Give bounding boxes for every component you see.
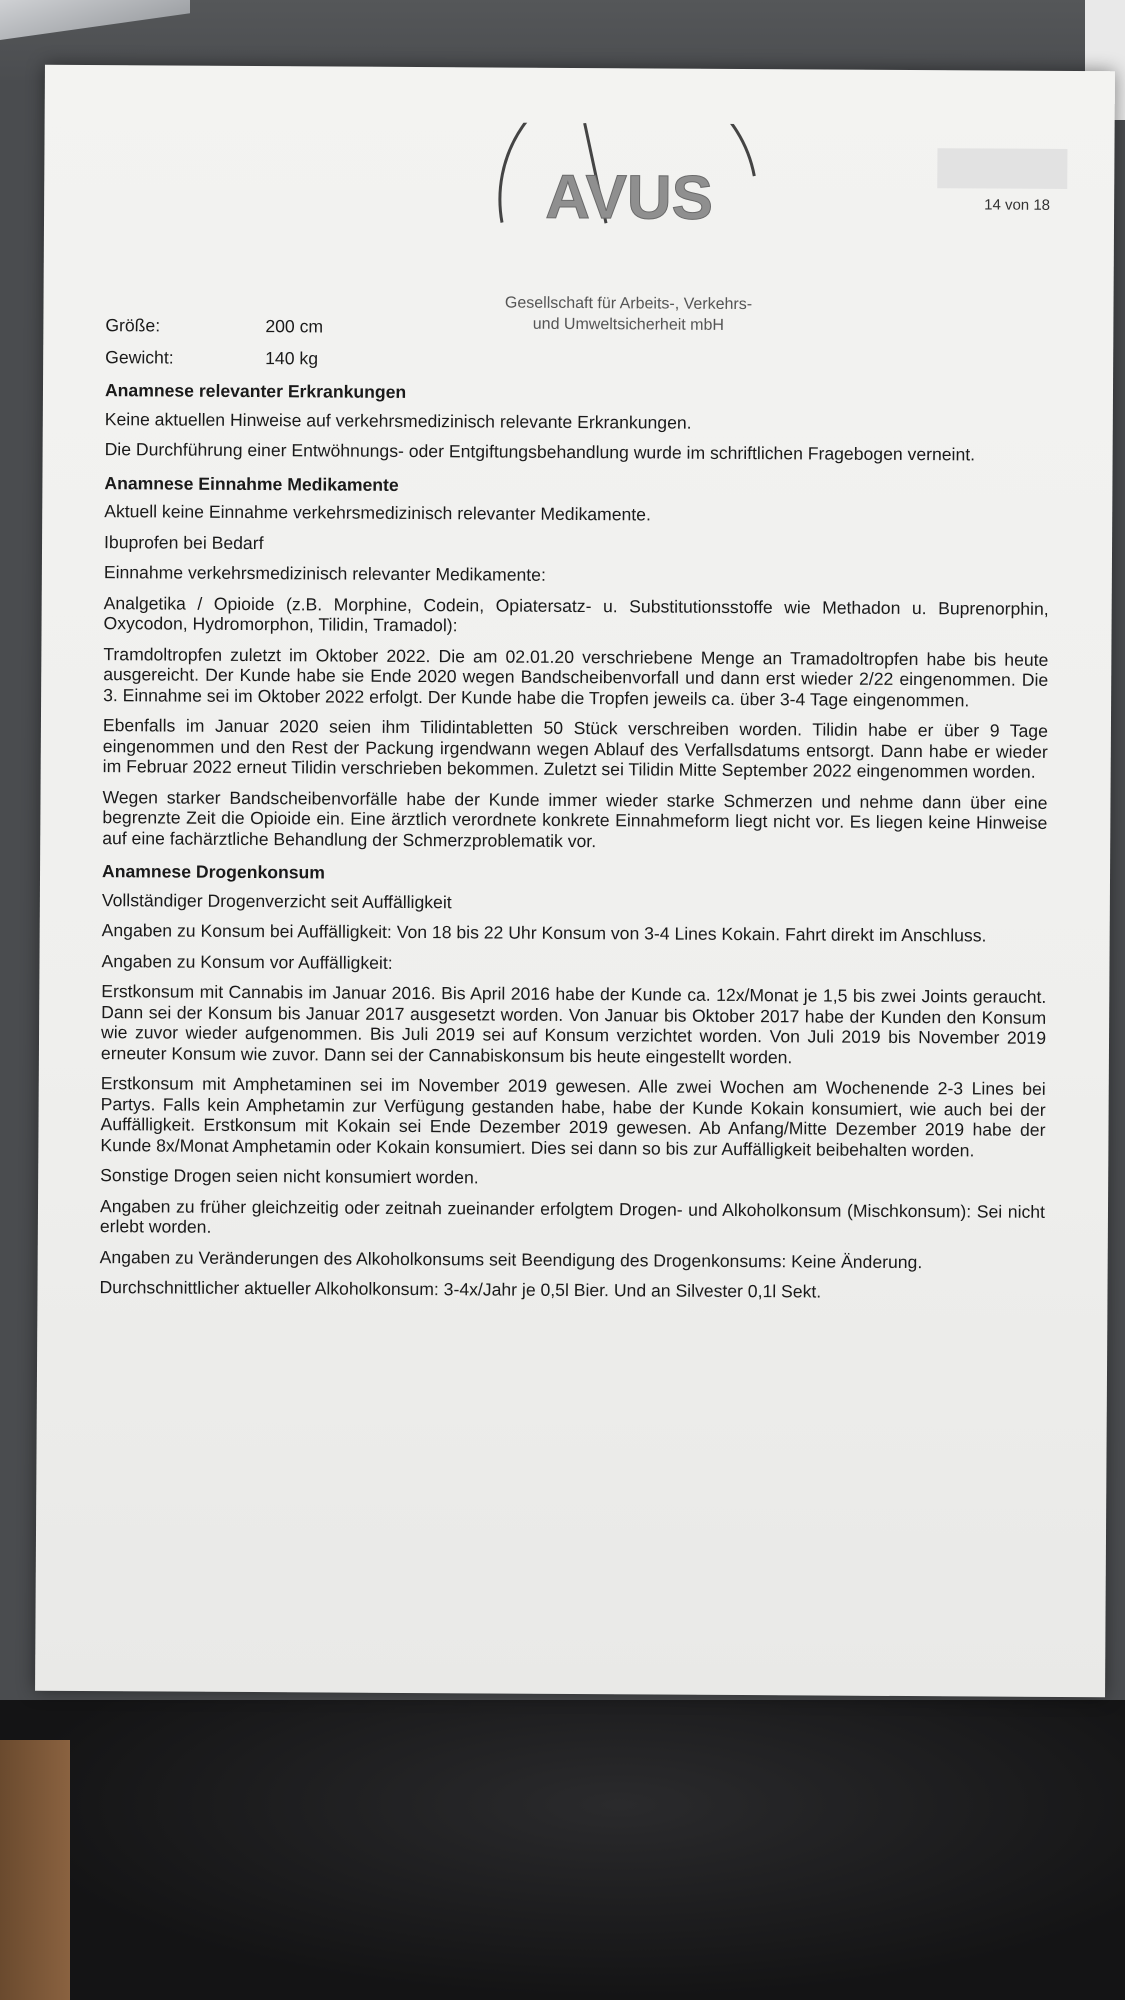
paragraph: Ebenfalls im Januar 2020 seien ihm Tilidintabletten 50 Stück verschreiben worden. Tilidin habe er über 9 Tage eingenommen und den Rest der Packung irgendwann wegen Ablauf des Verfallsdatums entsorgt. Dann habe er wieder im Februar 2022 erneut Tilidin verschrieben bekommen. Zuletzt sei Tilidin Mitte September 2022 eingenommen worden. [102,715,1048,782]
paragraph: Durchschnittlicher aktueller Alkoholkonsum: 3-4x/Jahr je 0,5l Bier. Und an Silvester 0,1l Sekt. [99,1277,822,1302]
paragraph: Angaben zu Konsum vor Auffälligkeit: [101,950,393,973]
paragraph: Angaben zu früher gleichzeitig oder zeitnah zueinander erfolgtem Drogen- und Alkoholkonsum (Mischkonsum): Sei nicht erlebt worden. [99,1195,1046,1237]
redacted-box [937,148,1067,189]
paragraph: Einnahme verkehrsmedizinisch relevanter Medikamente: [103,562,546,585]
wood-edge [0,1740,70,2000]
paragraph: Erstkonsum mit Cannabis im Januar 2016. Bis April 2016 habe der Kunde ca. 12x/Monat je 1,5 bis zwei Joints geraucht. Dann sei der Konsum bis Januar 2017 ausgesetzt worden. Von Januar bis Oktober 2017 habe der Kunden den Konsum wie zuvor wieder aufgenommen. Bis Juli 2019 sei auf Konsum verzichtet worden. Von Juli 2019 bis November 2019 erneuter Konsum wie zuvor. Dann sei der Cannabiskonsum bis heute eingestellt worden. [100,981,1047,1067]
company-line-1: Gesellschaft für Arbeits-, Verkehrs- [504,294,753,314]
paragraph: Tramdoltropfen zuletzt im Oktober 2022. Die am 02.01.20 verschriebene Menge an Tramadoltropfen habe bis heute ausgereicht. Der Kunde habe sie Ende 2020 wegen Bandscheibenvorfall und dann erst wieder 2/22 eingenommen. Die 3. Einnahme sei im Oktober 2022 erfolgt. Der Kunde habe die Tropfen jeweils ca. über 3-4 Tage eingenommen. [103,643,1049,710]
paragraph: Erstkonsum mit Amphetaminen sei im November 2019 gewesen. Alle zwei Wochen am Wochenende 2-3 Lines bei Partys. Falls kein Amphetamin zur Verfügung gestanden habe, habe der Kunde Kokain konsumiert, wie auch bei der Auffälligkeit. Erstkonsum mit Kokain sei Ende Dezember 2019 gewesen. Ab Anfang/Mitte Dezember 2019 habe der Kunde 8x/Monat Amphetamin oder Kokain konsumiert. Dies sei dann so bis zur Auffälligkeit beibehalten worden. [100,1073,1046,1160]
paragraph: Angaben zu Konsum bei Auffälligkeit: Von 18 bis 22 Uhr Konsum von 3-4 Lines Kokain. Fahrt direkt im Anschluss. [101,920,987,946]
paragraph: Angaben zu Veränderungen des Alkoholkonsums seit Beendigung des Drogenkonsums: Keine Änderung. [99,1246,923,1272]
paragraph: Keine aktuellen Hinweise auf verkehrsmedizinisch relevante Erkrankungen. [104,408,692,433]
paragraph: Wegen starker Bandscheibenvorfälle habe der Kunde immer wieder starke Schmerzen und nehme dann über eine begrenzte Zeit die Opioide ein. Eine ärztlich verordnete konkrete Einnahmeform liegt nicht vor. Es liegen keine Hinweise auf eine fachärztliche Behandlung der Schmerzproblematik vor. [102,786,1048,851]
page-number: 14 von 18 [984,196,1051,214]
paragraph: Analgetika / Opioide (z.B. Morphine, Codein, Opiatersatz- u. Substitutionsstoffe wie Methadon u. Buprenorphin, Oxycodon, Hydromorphon, Tilidin, Tramadol): [103,592,1049,636]
avus-logo-icon [484,122,775,294]
document-page [35,65,1115,1698]
logo-wordmark: AVUS [545,162,714,233]
paragraph: Aktuell keine Einnahme verkehrsmedizinisch relevanter Medikamente. [104,501,651,525]
section-heading: Anamnese Einnahme Medikamente [104,472,399,495]
section-heading: Anamnese Drogenkonsum [101,861,326,883]
company-logo [463,122,794,334]
company-line-2: und Umweltsicherheit mbH [532,315,725,334]
height-label: Größe: [105,315,161,336]
measurement-row [105,315,1050,341]
weight-label: Gewicht: [105,346,174,368]
measurement-row [105,347,1050,373]
paragraph: Vollständiger Drogenverzicht seit Auffälligkeit [101,889,452,912]
section-heading: Anamnese relevanter Erkrankungen [104,380,407,402]
paragraph: Ibuprofen bei Bedarf [104,531,264,553]
paragraph: Sonstige Drogen seien nicht konsumiert worden. [100,1165,479,1188]
height-value: 200 cm [265,316,324,337]
document-body [99,315,1050,1313]
dark-fabric-background [0,1700,1125,2000]
paragraph: Die Durchführung einer Entwöhnungs- oder Entgiftungsbehandlung wurde im schriftlichen Fragebogen verneint. [104,439,976,465]
weight-value: 140 kg [265,347,319,368]
